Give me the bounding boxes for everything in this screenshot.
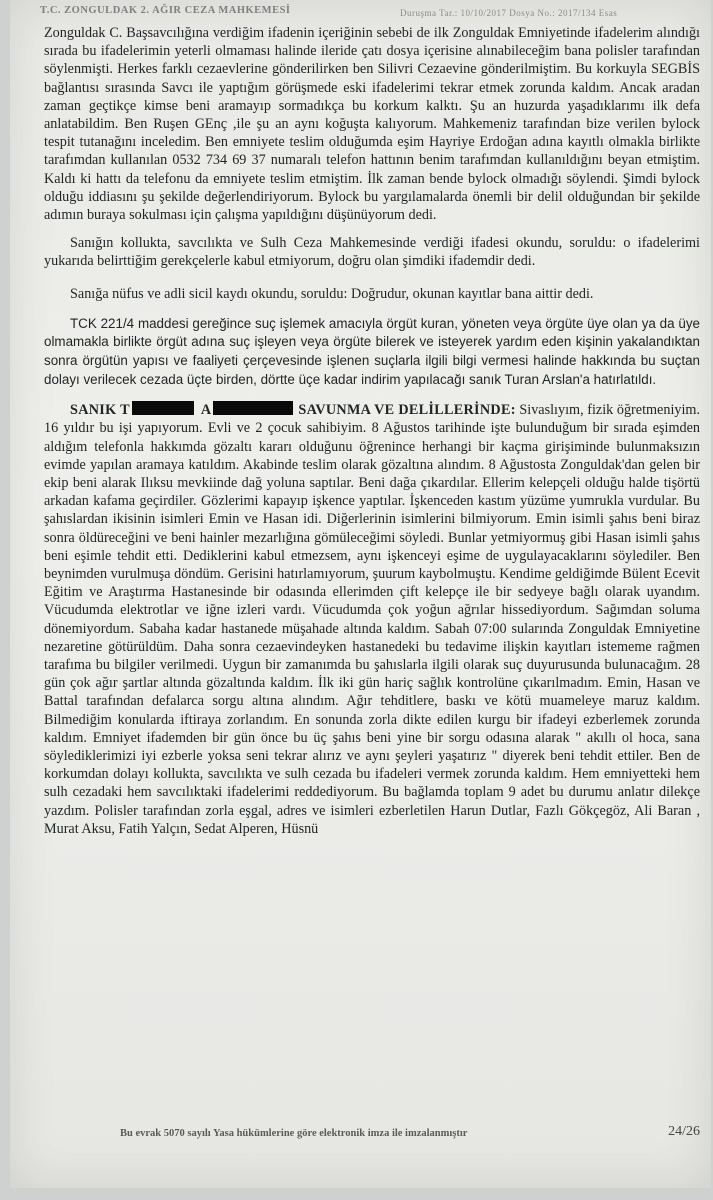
defense-heading-part-2: A [200,402,212,419]
defense-text: Sivaslıyım, fizik öğretmeniyim. 16 yıldır bu işi yapıyorum. Evli ve 2 çocuk sahibiyim. 8 Ağustos tarihinde işte bulunduğum bir sırada eşimden aldığım telefonla hakkımda gözaltı kararı olduğunu öğrenince herhangi bir kaçma girişiminde bulunmaksızın evimde yapılan aramaya katıldım. Akabinde teslim olarak gözaltına alındım. 8 Ağustosta Zonguldak'dan gelen bir ekip beni alarak Ilıksu mevkiinde dağ yoluna saptılar. Beni dağa çıkardılar. Ellerim kelepçeli olduğu halde tişörtü arkadan kafama geçirdiler. Gözlerimi kapayıp işkence yaptılar. İşkenceden kastım yüzüme yumrukla vurdular. Bu şahıslardan ikisinin isimleri Emin ve Hasan idi. Diğerlerinin isimlerini bilmiyorum. Emin isimli şahıs beni biraz sonra öldüreceğini ve beni hainler mezarlığına gömüleceğimi söyledi. Bunlar yetmiyormuş gibi Hasan isimli şahıs beni eşimle tehdit etti. Dediklerini kabul etmezsem, aynı işkenceyi eşime de uygulayacaklarını söylediler. Ben beynimden vurulmuşa döndüm. Gerisini hatırlamıyorum, şuurum kaybolmuştu. Kendime geldiğimde Bülent Ecevit Eğitim ve Araştırma Hastanesinde bir odasında ellerimden çift kelepçe ile bir sedyeye bağlı olarak uyandım. Vücudumda elektrotlar ve iğne izleri vardı. Vücudumda çok yoğun ağrılar hissediyordum. Sağımdan soluma dönemiyordum. Sabaha kadar hastanede müşahade altında kaldım. Sabah 07:00 sularında Zonguldak Emniyetine nezaretine götürüldüm. Daha sonra cezaevindeyken hastanedeki bu tedavime ilişkin kayıtları istememe rağmen tarafıma bu bilgiler verilmedi. Uygun bir zamanımda bu şahıslarla ilgili olarak suç duyurusunda bulunacağım. 28 gün çok ağır şartlar altında gözaltında kaldım. İlk iki gün hariç sağlık kontrolüne çıkarılmadım. Emin, Hasan ve Battal tarafından defalarca sorgu altına alındım. Ağır tehditlere, baskı ve kötü muameleye maruz kaldım. Bilmediğim konularda iftiraya zorlandım. En sonunda zorla dikte edilen kurgu bir ifadeyi ezberlemek zorunda kaldım. Emniyet ifademden bir gün önce bu üç şahıs beni yine bir sorgu odasına alarak " akıllı ol hoca, sana söylediklerimizi iyi ezberle yoksa seni tekrar alırız ve aynı şeyleri yaşatırız " diyerek beni tehdit ettiler. Ben de korkumdan dolayı kollukta, savcılıkta ve sulh cezada bu ifadeleri vermek zorunda kaldım. Hem emniyetteki hem sulh cezadaki hem savcılıktaki ifadelerimi reddediyorum. Bu bağlamda toplam 9 adet bu durumu anlatır dilekçe yazdım. Polisler tarafından zorla eşgal, adres ve isimleri ezberletilen Harun Dutlar, Fazlı Gökçegöz, Ali Baran , Murat Aksu, Fatih Yalçın, Sedat Alperen, Hüsnü [44,402,700,837]
defense-heading-part-3: SAVUNMA VE DELİLLERİNDE: [298,402,516,419]
paragraph-defense [44,401,700,838]
paragraph-prior-statements: Sanığın kollukta, savcılıkta ve Sulh Ceza Mahkemesinde verdiği ifadesi okundu, soruldu: o ifadelerimi yukarıda belirttiğim gerekçelerle kabul etmiyorum, doğru olan şimdiki ifademdir dedi. [44,235,700,270]
e-signature-note: Bu evrak 5070 sayılı Yasa hükümlerine göre elektronik imza ile imzalanmıştır [120,1128,468,1139]
defense-heading-part-1: SANIK T [70,402,130,419]
page-number: 24/26 [668,1124,700,1139]
page-footer [40,1124,700,1154]
paragraph-records: Sanığa nüfus ve adli sicil kaydı okundu, soruldu: Doğrudur, okunan kayıtlar bana aittir dedi. [70,285,594,302]
redaction-bar [213,401,293,415]
document-body [44,24,700,838]
redaction-bar [132,401,194,415]
paragraph-statement: Zonguldak C. Başsavcılığına verdiğim ifadenin içeriğinin sebebi de ilk Zonguldak Emniyetinde ifadelerim alındığı sırada bu ifadelerimin yeterli olmaması halinde ileride çatı dosya içerisine alınabileceğim bana polisler tarafından söylenmişti. Herkes farklı cezaevlerine gönderilirken ben Silivri Cezaevine gönderilmiştim. Bu korkuyla SEGBİS bağlantısı sırasında Savcı ile yaptığım görüşmede eski ifadelerimi tekrar etmek zorunda kaldım. Ancak aradan zaman geçtikçe kimse beni aramayıp sormadıkça bu korkum kalktı. Şu an huzurda yaşadıklarımı ilk defa anlatabildim. Ben Ruşen GEnç ,ile şu an aynı koğuşta kalıyorum. Mahkemeniz tarafından bize verilen bylock tespit tutanağını inceledim. Ben emniyete teslim olduğumda eşim Hayriye Erdoğan adına kayıtlı olmakla birlikte tarafımdan kullanılan 0532 734 69 37 numaralı telefon hattının benim tarafımdan kullanıldığını beyan etmiştim. Kaldı ki hattı da telefonu da emniyete teslim etmiştim. İlk zaman bende bylock olmadığı söylendi. Şimdi bylock olduğu iddiasını şu şekilde değerlendiriyorum. Bylock bu yargılamalarda önemli bir delil olduğundan bir şekilde adımın buraya sokulması için çalışma yapıldığını düşünüyorum dedi. [44,25,700,224]
hearing-meta: Duruşma Tar.: 10/10/2017 Dosya No.: 2017/134 Esas [400,8,618,18]
document-page [10,0,711,1188]
court-name: T.C. ZONGULDAK 2. AĞIR CEZA MAHKEMESİ [40,5,291,16]
page-header [40,2,691,22]
paragraph-tck-reminder: TCK 221/4 maddesi gereğince suç işlemek amacıyla örgüt kuran, yöneten veya örgüte üye olan ya da üye olmamakla birlikte örgüt adına suç işleyen veya örgüte bilerek ve isteyerek yardım eden kişinin yakalandıktan sonra örgütün yapısı ve faaliyeti çerçevesinde işlenen suçlarla ilgili bilgi vermesi halinde hakkında bu suçtan dolayı verilecek cezada üçte birden, dörtte üçe kadar indirim yapılacağı sanık Turan Arslan'a hatırlatıldı. [44,315,700,387]
